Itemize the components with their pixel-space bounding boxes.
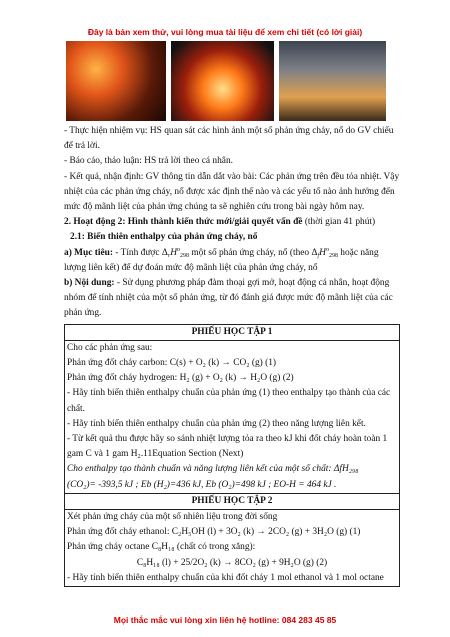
worksheet-title: PHIẾU HỌC TẬP 2: [65, 494, 399, 510]
intro-line: - Thực hiện nhiệm vụ: HS quan sát các hình ảnh một số phản ứng cháy, nổ do GV chiếu để trả lời.: [64, 126, 394, 152]
explosion-photo: [279, 41, 386, 121]
worksheet-line: Cho enthalpy tạo thành chuẩn và năng lượng liên kết của một số chất: ΔfH₂₉₈: [67, 464, 359, 475]
intro-line: - Báo cáo, thảo luận: HS trả lời theo cá nhân.: [64, 156, 233, 167]
worksheet-line: Phản ứng cháy octane C₈H₁₈ (chất có trong xăng):: [67, 542, 256, 553]
worksheet-line: - Từ kết quả thu được hãy so sánh nhiệt lượng tỏa ra theo kJ khi đốt cháy hoàn toàn 1 gam C và 1 gam H₂.11Equation Section (Next): [67, 434, 388, 460]
hotline-notice: Mọi thắc mắc vui lòng xin liên hệ hotline: 084 283 45 85: [113, 615, 337, 625]
burning-coal-photo: [66, 41, 166, 121]
document-body: [64, 124, 400, 587]
worksheet-1: [64, 324, 400, 494]
worksheet-line: C₈H₁₈ (l) + 25/2O₂ (k) → 8CO₂ (g) + 9H₂O (g) (2): [136, 557, 328, 568]
worksheet-line: - Hãy tính biến thiên enthalpy chuẩn của phản ứng (2) theo năng lượng liên kết.: [67, 418, 366, 429]
worksheet-line: Xét phản ứng cháy của một số nhiên liệu trong đời sống: [67, 512, 278, 523]
worksheet-title: PHIẾU HỌC TẬP 1: [65, 325, 399, 341]
worksheet-line: - Hãy tính biến thiên enthalpy chuẩn của khi đốt cháy 1 mol ethanol và 1 mol octane: [67, 572, 384, 583]
preview-notice: Đây là bản xem thử, vui lòng mua tài liệu để xem chi tiết (có lời giải): [87, 27, 363, 37]
worksheet-line: Phản ứng đốt cháy hydrogen: H₂ (g) + O₂ (k) → H₂O (g) (2): [67, 373, 294, 384]
worksheet-2: [64, 494, 400, 587]
worksheet-line: (CO₂)= -393,5 kJ ; Eb (H₂)=436 kJ, Eb (O₂)=498 kJ ; EO-H = 464 kJ .: [67, 479, 337, 490]
intro-line: - Kết quả, nhận định: GV thông tin dẫn dắt vào bài: Các phản ứng trên đều tỏa nhiệt. Vậy nhiệt của các phản ứng cháy, nổ được xác định thế nào và các yếu tố nào ảnh hưởng đến mức độ mãnh liệt của phản ứng chúng ta sẽ nghiên cứu trong bài ngày hôm nay.: [64, 171, 400, 213]
worksheet-line: Phản ứng đốt cháy ethanol: C₂H₅OH (l) + 3O₂ (k) → 2CO₂ (g) + 3H₂O (g) (1): [67, 527, 361, 538]
section-heading: 2.1: Biến thiên enthalpy của phản ứng cháy, nổ: [70, 232, 258, 243]
worksheet-line: - Hãy tính biến thiên enthalpy chuẩn của phản ứng (1) theo enthalpy tạo thành của các chất.: [67, 388, 391, 414]
activity-heading: 2. Hoạt động 2: Hình thành kiến thức mới/giải quyết vấn đề (thời gian 41 phút): [64, 217, 376, 228]
worksheet-line: Phản ứng đốt cháy carbon: C(s) + O₂ (k) → CO₂ (g) (1): [67, 358, 277, 369]
worksheet-line: Cho các phản ứng sau:: [67, 342, 153, 353]
photo-strip: [66, 41, 386, 121]
content-paragraph: b) Nội dung: - Sử dụng phương pháp đàm thoại gợi mở, hoạt động cá nhân, hoạt động nhóm để tính nhiệt của một số phản ứng, từ đó đánh giá được mức độ mãnh liệt của các phản ứng.: [64, 278, 393, 319]
fire-photo: [171, 41, 274, 121]
goal-paragraph: a) Mục tiêu: - Tính được $\Delta_rH^o_{298}$ một số phản ứng cháy, nổ (theo $\Delta_fH^o_{298}$ hoặc năng lượng liên kết) để dự đoán mức độ mãnh liệt của phản ứng cháy, nổ: [64, 246, 379, 273]
